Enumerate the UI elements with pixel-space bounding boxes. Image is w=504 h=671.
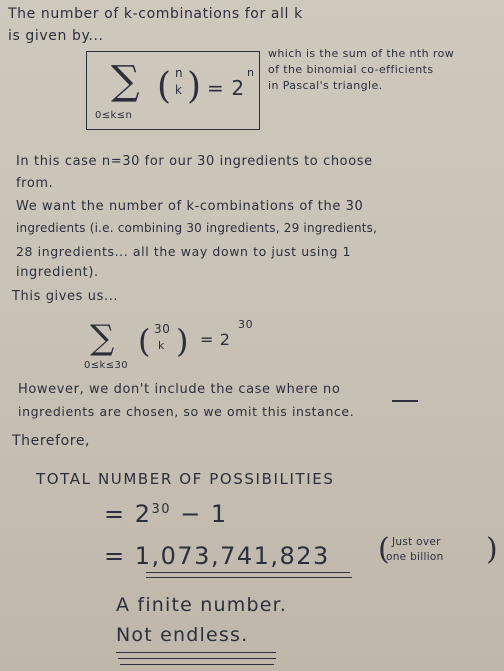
body-line-4: ingredients (i.e. combining 30 ingredients, 29 ingredients, <box>16 221 378 235</box>
formula-exponent: n <box>247 66 255 79</box>
result-power-base: = 2 <box>104 500 152 528</box>
binomial-bottom-2: k <box>158 339 165 352</box>
result-underline-1 <box>146 572 350 573</box>
summation-sign: ∑ <box>111 58 140 104</box>
sum-range-2: 0≤k≤30 <box>84 360 129 371</box>
intro-line-2: is given by... <box>8 28 104 44</box>
body-line-7: This gives us... <box>12 289 119 304</box>
endless-underline-3 <box>120 664 274 665</box>
formula2-equals: = 2 <box>200 330 231 349</box>
formula-equals: = 2 <box>207 76 245 100</box>
note-line-1: which is the sum of the nth row <box>268 47 455 60</box>
binomial-top: n <box>175 66 184 80</box>
summation-sign-2: ∑ <box>90 318 115 358</box>
aside-right-paren: ) <box>486 532 498 567</box>
result-power-tail: − 1 <box>171 500 228 528</box>
body-line-5: 28 ingredients... all the way down to just using 1 <box>16 244 352 259</box>
left-paren: ( <box>157 66 172 107</box>
body-line-3: We want the number of k-combinations of the 30 <box>16 199 364 214</box>
formula-box <box>86 51 260 130</box>
sum-range: 0≤k≤n <box>95 110 133 121</box>
endless-underline-1 <box>116 652 276 653</box>
body-line-6: ingredient). <box>16 265 99 280</box>
result-power-line <box>104 500 228 528</box>
aside-line-2: one billion <box>386 551 444 563</box>
endless-statement: Not endless. <box>116 624 249 646</box>
body-line-1: In this case n=30 for our 30 ingredients to choose <box>16 154 373 169</box>
aside-left-paren: ( <box>378 532 390 567</box>
binomial-top-2: 30 <box>154 322 171 336</box>
note-line-2: of the binomial co-efficients <box>268 63 434 76</box>
formula2-exponent: 30 <box>238 318 254 331</box>
binomial-bottom: k <box>175 83 183 97</box>
result-value: = 1,073,741,823 <box>104 542 330 570</box>
no-underline <box>392 400 418 402</box>
intro-line-1: The number of k-combinations for all k <box>8 6 303 22</box>
finite-statement: A finite number. <box>116 594 288 616</box>
caveat-line-1: However, we don't include the case where no <box>18 382 341 397</box>
left-paren-2: ( <box>138 322 151 360</box>
endless-underline-2 <box>118 658 276 659</box>
right-paren: ) <box>187 66 202 107</box>
aside-line-1: Just over <box>392 536 441 548</box>
right-paren-2: ) <box>176 322 189 360</box>
therefore-label: Therefore, <box>12 433 91 449</box>
result-power-exponent: 30 <box>151 502 172 517</box>
result-underline-2 <box>146 577 352 578</box>
caveat-line-2: ingredients are chosen, so we omit this instance. <box>18 404 355 419</box>
total-heading: TOTAL NUMBER OF POSSIBILITIES <box>36 470 335 488</box>
note-line-3: in Pascal's triangle. <box>268 79 383 92</box>
body-line-2: from. <box>16 176 54 191</box>
